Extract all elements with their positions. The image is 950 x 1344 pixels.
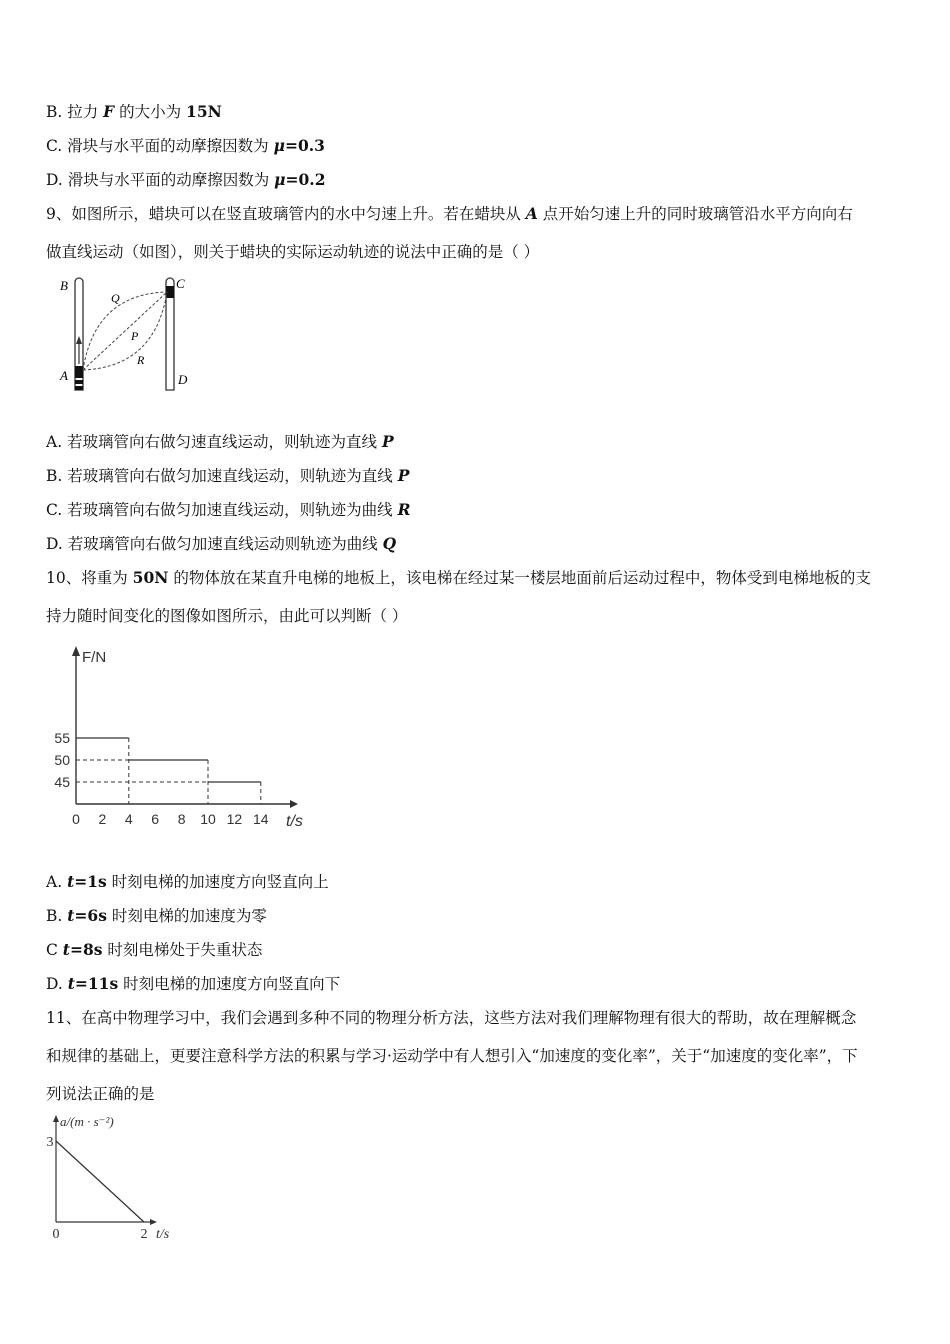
y-tick-label: 50 [54,752,70,768]
q10-option-d-time: =11s [74,974,119,993]
q8-option-b [46,102,222,122]
q9-stem-var: A [525,204,538,223]
q9-option-c-var: R [397,500,411,519]
label-c: C [176,276,185,291]
q9-option-b-text: B. 若玻璃管向右做匀加速直线运动，则轨迹为直线 [46,467,398,485]
x-tick-label: 0 [72,811,80,827]
q9-stem-line2: 做直线运动（如图），则关于蜡块的实际运动轨迹的说法中正确的是（ ） [46,243,540,261]
q10-option-d-var: t [67,974,75,993]
q8-option-d-var: μ [274,170,286,189]
acceleration-time-chart [40,1110,200,1250]
q9-option-d-var: Q [382,534,397,553]
q10-stem-weight: 50N [132,568,169,587]
x-tick-label: 12 [226,811,243,827]
q10-option-d [46,974,340,994]
label-a: A [60,368,68,383]
q8-option-b-value: 15N [186,102,222,121]
x-tick-label: 0 [52,1227,60,1242]
q10-option-b [46,906,267,926]
tube-base-left [75,380,83,384]
q10-stem-text-b: 的物体放在某直升电梯的地板上，该电梯在经过某一楼层地面前后运动过程中，物体受到电梯地板的支 [168,569,871,587]
wax-block-a [75,366,83,378]
y-axis-arrow [72,646,80,656]
q9-option-c [46,500,410,520]
label-b: B [60,278,68,293]
q9-figure [55,272,205,398]
x-tick-label: 2 [140,1227,148,1242]
x-axis-label: t/s [286,813,303,830]
q9-option-d-text: D. 若玻璃管向右做匀加速直线运动则轨迹为曲线 [46,535,383,553]
q10-option-b-time: =6s [74,906,107,925]
x-tick-label: 8 [177,811,186,827]
q8-option-b-var: F [103,102,115,121]
tube-base-left-2 [75,386,83,390]
q8-option-c-var: μ [273,136,285,155]
q10-option-d-text: 时刻电梯的加速度方向竖直向下 [118,975,341,993]
q8-option-d-prefix: D. 滑块与水平面的动摩擦因数为 [46,171,275,189]
q8-option-b-suffix: 的大小为 [114,103,187,121]
q10-option-b-prefix: B. [46,907,68,925]
data-line [56,1141,144,1222]
q9-stem-line1 [46,204,853,224]
q10-option-b-var: t [67,906,75,925]
q11-stem-line3: 列说法正确的是 [46,1085,155,1103]
label-d: D [178,372,188,387]
q10-option-a-text: 时刻电梯的加速度方向竖直向上 [106,873,329,891]
q8-option-d [46,170,326,190]
q10-option-c-time: =8s [69,940,103,959]
q8-option-c [46,136,325,156]
x-axis-label: t/s [156,1227,170,1242]
y-axis-arrow [53,1115,59,1122]
x-tick-label: 4 [124,811,133,827]
y-tick-label: 3 [46,1135,54,1150]
x-axis-arrow [150,1219,157,1225]
q10-stem-line2: 持力随时间变化的图像如图所示，由此可以判断（ ） [46,607,408,625]
x-tick-label: 14 [253,811,269,827]
q10-option-c-text: 时刻电梯处于失重状态 [102,941,263,959]
q10-option-c [46,940,262,960]
upward-arrow-head [76,336,82,344]
q11-stem-line2: 和规律的基础上，更要注意科学方法的积累与学习·运动学中有人想引入“加速度的变化率”，关于“加速度的变化率”，下 [46,1047,858,1065]
q10-option-a [46,872,329,892]
q9-option-a-var: P [381,432,394,451]
q8-option-b-prefix: B. 拉力 [46,103,104,121]
q9-option-c-text: C. 若玻璃管向右做匀加速直线运动，则轨迹为曲线 [46,501,398,519]
q11-stem-line1: 11、在高中物理学习中，我们会遇到多种不同的物理分析方法，这些方法对我们理解物理有很大的帮助，故在理解概念 [46,1009,857,1027]
q8-option-c-value: =0.3 [284,136,325,155]
q9-option-a [46,432,394,452]
force-time-chart [40,640,330,840]
x-tick-label: 6 [151,811,160,827]
wax-block-c [166,286,174,298]
q8-option-c-prefix: C. 滑块与水平面的动摩擦因数为 [46,137,274,155]
label-p: P [131,329,139,343]
q9-stem-text-a: 9、如图所示，蜡块可以在竖直玻璃管内的水中匀速上升。若在蜡块从 [46,205,526,223]
q10-option-a-time: =1s [74,872,107,891]
q10-stem-text-a: 10、将重为 [46,569,133,587]
q10-option-a-var: t [67,872,75,891]
x-tick-label: 10 [200,811,216,827]
q10-option-c-var: t [62,940,70,959]
x-axis-arrow [290,800,298,808]
q8-option-d-value: =0.2 [285,170,326,189]
y-axis-label: a/(m · s⁻²) [60,1114,114,1129]
q9-option-a-text: A. 若玻璃管向右做匀速直线运动，则轨迹为直线 [46,433,382,451]
q9-option-d [46,534,396,554]
q9-stem-text-b: 点开始匀速上升的同时玻璃管沿水平方向向右 [537,205,853,223]
q9-option-b-var: P [397,466,410,485]
y-tick-label: 55 [54,730,70,746]
x-tick-label: 2 [98,811,107,827]
label-q: Q [111,291,120,305]
label-r: R [137,353,145,367]
q10-option-b-text: 时刻电梯的加速度为零 [106,907,267,925]
q10-stem-line1 [46,568,871,588]
q10-option-d-prefix: D. [46,975,68,993]
y-axis-label: F/N [82,649,107,666]
y-tick-label: 45 [54,774,70,790]
q10-option-c-prefix: C [46,941,63,959]
q9-option-b [46,466,409,486]
q10-option-a-prefix: A. [46,873,68,891]
